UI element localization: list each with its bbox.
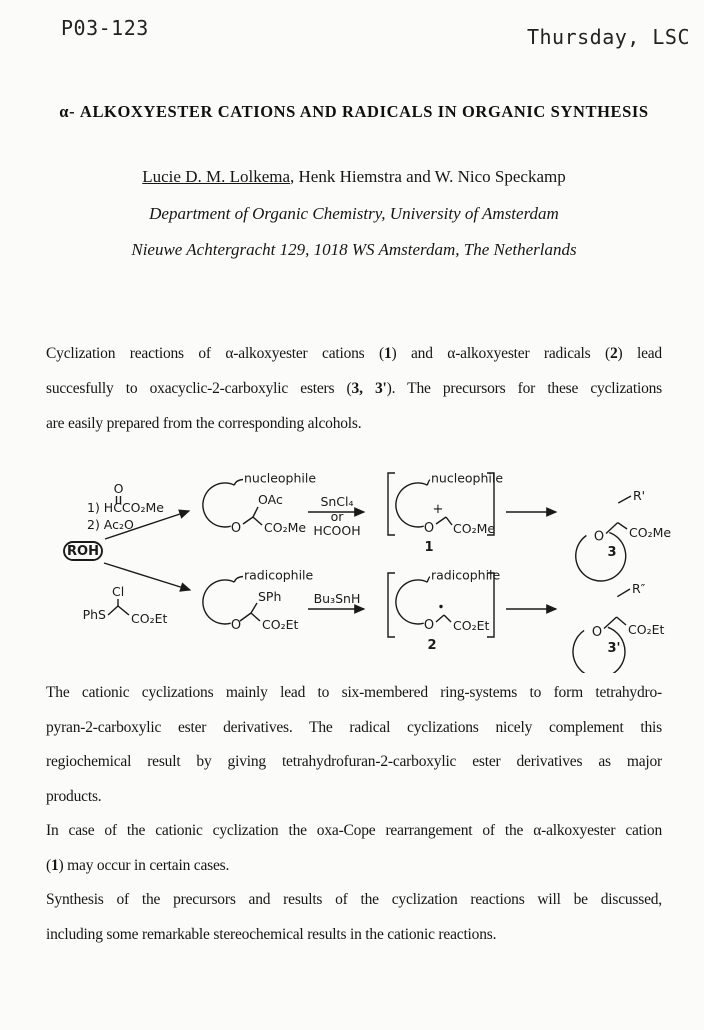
text-run: The cationic cyclizations mainly lead to six-membered ring-systems to form tetrahydro-: [46, 684, 662, 701]
text-run: Synthesis of the precursors and results of the cyclization reactions will be discussed,: [46, 891, 662, 908]
bond: [240, 613, 251, 621]
compound-3p-label: 3': [607, 641, 621, 656]
cation-precursor-tether: [234, 480, 243, 486]
text-line: [46, 711, 662, 746]
bond: [251, 613, 260, 621]
radical-precursor-ring: [203, 580, 234, 624]
ring-o-label: O: [423, 521, 435, 536]
bond: [618, 523, 627, 529]
sph-label: SPh: [258, 589, 282, 604]
text-line: [46, 745, 662, 780]
session-label: Thursday, LSC: [526, 25, 690, 49]
ring-o-label: O: [591, 625, 603, 640]
oac-label: OAc: [258, 492, 283, 507]
text-run: 1: [50, 856, 59, 874]
radical-ring: [396, 580, 427, 624]
compound-1-label: 1: [424, 540, 434, 555]
bond: [446, 517, 452, 525]
text-run: In case of the cationic cyclization the oxa-Cope rearrangement of the α-alkoxyester cation: [46, 822, 662, 839]
abstract-paragraph-4: [46, 883, 662, 952]
bond: [618, 496, 631, 503]
authors-line: [40, 167, 668, 187]
text-run: products.: [46, 787, 102, 805]
bond: [253, 507, 258, 517]
sncl4-label: SnCl₄: [320, 494, 354, 509]
text-line: [46, 849, 662, 884]
text-run: , Henk Hiemstra and W. Nico Speckamp: [290, 167, 566, 186]
sulfide-cl-label: Cl: [112, 584, 125, 599]
ring-o-label: O: [230, 618, 242, 633]
carbonyl-o-label: O: [113, 481, 124, 496]
abstract-paragraph-3: [46, 814, 662, 883]
text-line: [46, 676, 662, 711]
radicophile-label: radicophile: [431, 567, 501, 583]
cation-reagent-step2: 2) Ac₂O: [87, 517, 134, 532]
abstract-paragraph-2: [46, 676, 662, 814]
ring-o-label: O: [423, 618, 435, 633]
bond: [617, 589, 630, 597]
sulfide-ester-label: CO₂Et: [131, 611, 168, 626]
text-run: Cyclization reactions of α-alkoxyester cations (: [46, 345, 384, 362]
text-run: ) and α-alkoxyester radicals (: [391, 345, 610, 362]
sulfide-phs-label: PhS: [82, 607, 106, 622]
text-line: [46, 780, 662, 815]
cation-precursor-ring: [203, 483, 234, 527]
cation-reagent-step1: 1) HCCO₂Me: [87, 500, 164, 515]
text-run: succesfully to oxacyclic-2-carboxylic esters (: [46, 380, 352, 397]
bond: [253, 517, 262, 525]
text-run: pyran-2-carboxylic ester derivatives. The radical cyclizations nicely complement this: [46, 718, 662, 736]
or-label: or: [330, 509, 344, 524]
ester-label: CO₂Me: [453, 521, 496, 536]
text-line: [46, 883, 662, 918]
ester-label: CO₂Me: [264, 520, 307, 535]
text-line: [46, 918, 662, 953]
ring-o-label: O: [593, 529, 605, 545]
text-run: (: [46, 856, 51, 874]
text-run: Lucie D. M. Lolkema: [142, 167, 291, 186]
text-run: ) lead: [617, 345, 662, 362]
text-run: ) may occur in certain cases.: [58, 856, 230, 874]
ester-label: CO₂Me: [629, 525, 672, 540]
left-bracket: [388, 473, 395, 535]
radical-tether: [427, 577, 430, 582]
reaction-scheme: [0, 455, 704, 673]
bu3snh-label: Bu₃SnH: [313, 591, 361, 606]
address-line: Nieuwe Achtergracht 129, 1018 WS Amsterdam, The Netherlands: [131, 240, 577, 259]
text-line: [46, 371, 662, 406]
text-line: [46, 406, 662, 441]
radical-precursor-tether: [234, 577, 243, 583]
bond: [251, 603, 257, 613]
sulfide-c-ester-bond: [118, 606, 129, 615]
cation-ring: [396, 483, 427, 527]
radicophile-label: radicophile: [244, 567, 314, 583]
affiliation-line: Department of Organic Chemistry, University of Amsterdam: [149, 204, 559, 223]
radical-dot-icon: [439, 605, 442, 608]
text-line: [46, 336, 662, 371]
bond: [436, 517, 446, 524]
bond: [243, 517, 253, 524]
ring-o-label: O: [230, 521, 242, 536]
sulfide-c-s-bond: [108, 606, 118, 615]
compound-2-label: 2: [427, 638, 437, 653]
roh-label: ROH: [67, 544, 99, 559]
left-bracket: [388, 573, 395, 637]
bond: [617, 617, 626, 625]
nucleophile-label: nucleophile: [244, 470, 317, 486]
text-run: 1: [383, 345, 392, 362]
hcooh-label: HCOOH: [313, 523, 361, 538]
cation-charge-label: +: [432, 502, 444, 517]
text-line: [46, 814, 662, 849]
bond: [444, 615, 451, 622]
ester-label: CO₂Et: [453, 618, 490, 633]
text-run: 2: [609, 345, 618, 362]
abstract-paragraph-1: [46, 336, 662, 441]
bond: [436, 615, 444, 622]
ester-label: CO₂Et: [262, 617, 299, 632]
r-prime-label: R': [633, 488, 646, 503]
text-run: are easily prepared from the corresponding alcohols.: [46, 415, 362, 432]
paper-title: α- ALKOXYESTER CATIONS AND RADICALS IN ORGANIC SYNTHESIS: [59, 102, 649, 121]
r-double-prime-label: R″: [632, 581, 646, 596]
bond: [604, 617, 617, 629]
compound-3-label: 3: [607, 545, 617, 560]
text-run: regiochemical result by giving tetrahydrofuran-2-carboxylic ester derivatives as major: [46, 753, 662, 770]
ester-label: CO₂Et: [628, 622, 665, 637]
bond: [606, 523, 618, 534]
text-run: including some remarkable stereochemical results in the cationic reactions.: [46, 925, 497, 943]
text-run: 3, 3': [351, 380, 387, 397]
cation-tether: [427, 480, 430, 485]
poster-number: P03-123: [61, 16, 149, 40]
nucleophile-label: nucleophile: [431, 470, 504, 486]
text-run: ). The precursors for these cyclizations: [386, 380, 663, 397]
